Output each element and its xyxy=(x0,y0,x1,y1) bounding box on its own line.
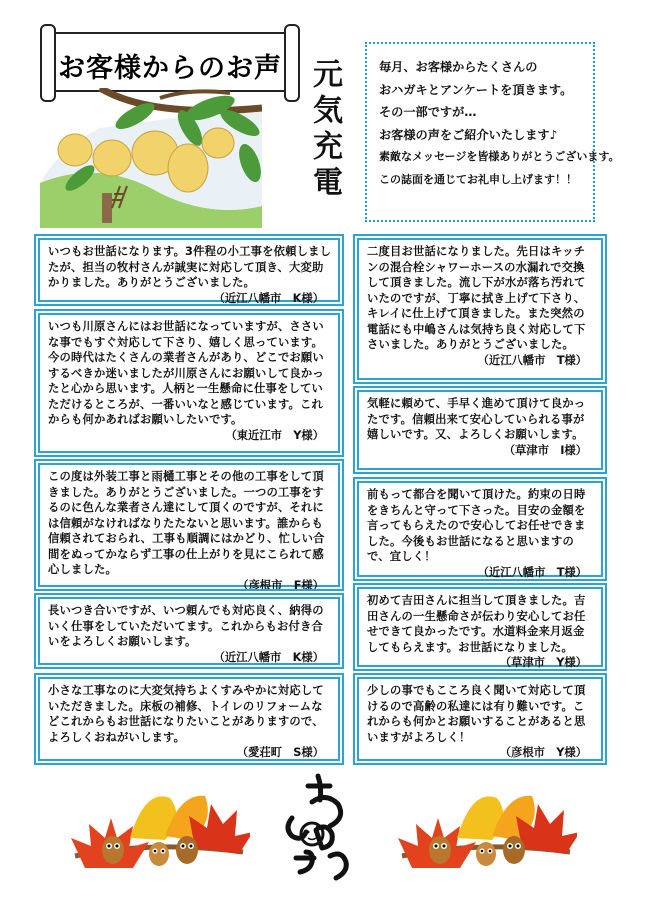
comment-signature: （彦根市 Y様） xyxy=(499,746,587,759)
comment-text: いつもお世話になります。3件程の小工事を依頼しましたが、担当の牧村さんが誠実に対応して頂き、大変助かりました。ありがとうございました。 xyxy=(48,245,332,289)
comment-box xyxy=(38,463,340,592)
comment-signature: （近江八幡市 K様） xyxy=(213,650,324,664)
arigatou-calligraphy xyxy=(272,768,372,888)
comment-signature: （近江八幡市 T様） xyxy=(477,353,587,367)
comment-text: いつも川原さんにはお世話になっていますが、ささいな事でもすぐ対応して下さり、嬉しく思っています。今の時代はたくさんの業者さんがあり、どこでお願いするべきか迷いましたが川原さんにお願いして良かったと心から思います。人柄と一生懸命に仕事をしていただけるところが、一番いいなと感じています。これからも何かあればお願いしたいです。 xyxy=(48,320,324,426)
comment-text: 長いつき合いですが、いつ頼んでも対応良く、納得のいく仕事をしていただいてます。これからもお付き合いをよろしくお願いします。 xyxy=(48,604,324,648)
comment-signature: （草津市 I様） xyxy=(503,443,587,457)
comment-box xyxy=(357,238,603,380)
comment-text: 初めて吉田さんに担当して頂きました。吉田さんの一生懸命さが伝わり安心してお任せできて良かったです。水道料金来月返金してもらえます。お世話になりました。 xyxy=(367,594,586,654)
intro-line: 毎月、お客様からたくさんの xyxy=(379,60,538,74)
comment-box xyxy=(38,313,340,453)
comment-text: 小さな工事なのに大変気持ちよくすみやかに対応していただきました。床板の補修、トイレのリフォームなどこれからもお世話になりたいことがありますので、よろしくおねがいします。 xyxy=(48,684,324,744)
intro-message-box xyxy=(365,42,620,222)
comment-text: 気軽に頼めて、手早く進めて頂けて良かったです。信頼出来て安心していられる事が嬉しいです。又、よろしくお願いします。 xyxy=(367,397,586,441)
comment-signature: （東近江市 Y様） xyxy=(225,428,324,442)
intro-line: おハガキとアンケートを頂きます。 xyxy=(379,82,573,97)
comment-box xyxy=(357,677,603,761)
comment-signature: （草津市 Y様） xyxy=(499,656,587,669)
comment-text: この度は外装工事と雨樋工事とその他の工事をして頂きました。ありがとうございました。一つの工事をするのに色んな業者さん達にして頂くのですが、それには信頼がなければなりたたないと思います。誰からも信頼されておられ、工事も順調にはかどり、忙しい合間をぬってかならず工事の仕上がりを見にこられて感心しました。 xyxy=(48,470,325,576)
comment-box xyxy=(357,587,603,667)
comment-box xyxy=(357,390,603,470)
comment-text: 二度目お世話になりました。先日はキッチンの混合栓シャワーホースの水漏れで交換して頂きました。流し下が水が落ち汚れていたのですが、丁寧に拭き上げて下さり、キレイに仕上げて頂きました。また突然の電話にも中嶋さんは気持ち良く対応して下さいました。ありがとうございました。 xyxy=(367,245,586,351)
comment-box xyxy=(38,238,340,305)
autumn-leaves-illustration xyxy=(392,778,577,876)
pear-tree-illustration xyxy=(40,88,262,228)
comment-text: 少しの事でもこころ良く聞いて対応して頂けるので高齢の私達には有り難いです。これからも何かとお願いすることがあると思いますがよろしく！ xyxy=(367,684,586,744)
intro-line: 素敵なメッセージを皆様ありがとうございます。 xyxy=(379,150,620,163)
comment-signature: （彦根市 F様） xyxy=(237,578,324,592)
comment-signature: （近江八幡市 K様） xyxy=(213,291,324,305)
comment-box xyxy=(38,597,340,665)
comment-signature: （愛荘町 S様） xyxy=(236,746,324,759)
genki-calligraphy: 元気充電 xyxy=(307,58,342,202)
intro-line: この誌面を通じてお礼申し上げます！！ xyxy=(379,172,577,186)
page-title: お客様からのお声 xyxy=(58,53,282,84)
comment-signature: （近江八幡市 T様） xyxy=(477,565,587,579)
intro-line: その一部ですが… xyxy=(379,105,477,119)
comment-box xyxy=(38,677,340,761)
comment-box xyxy=(357,481,603,577)
autumn-leaves-illustration xyxy=(65,778,250,876)
comment-text: 前もって都合を聞いて頂けた。約束の日時をきちんと守って下さった。目安の金額を言ってもらえたので安心してお任せできました。今後もお世話になると思いますので、宜しく！ xyxy=(367,488,586,563)
scroll-frame xyxy=(52,32,288,92)
intro-line: お客様の声をご紹介いたします♪ xyxy=(379,127,558,142)
